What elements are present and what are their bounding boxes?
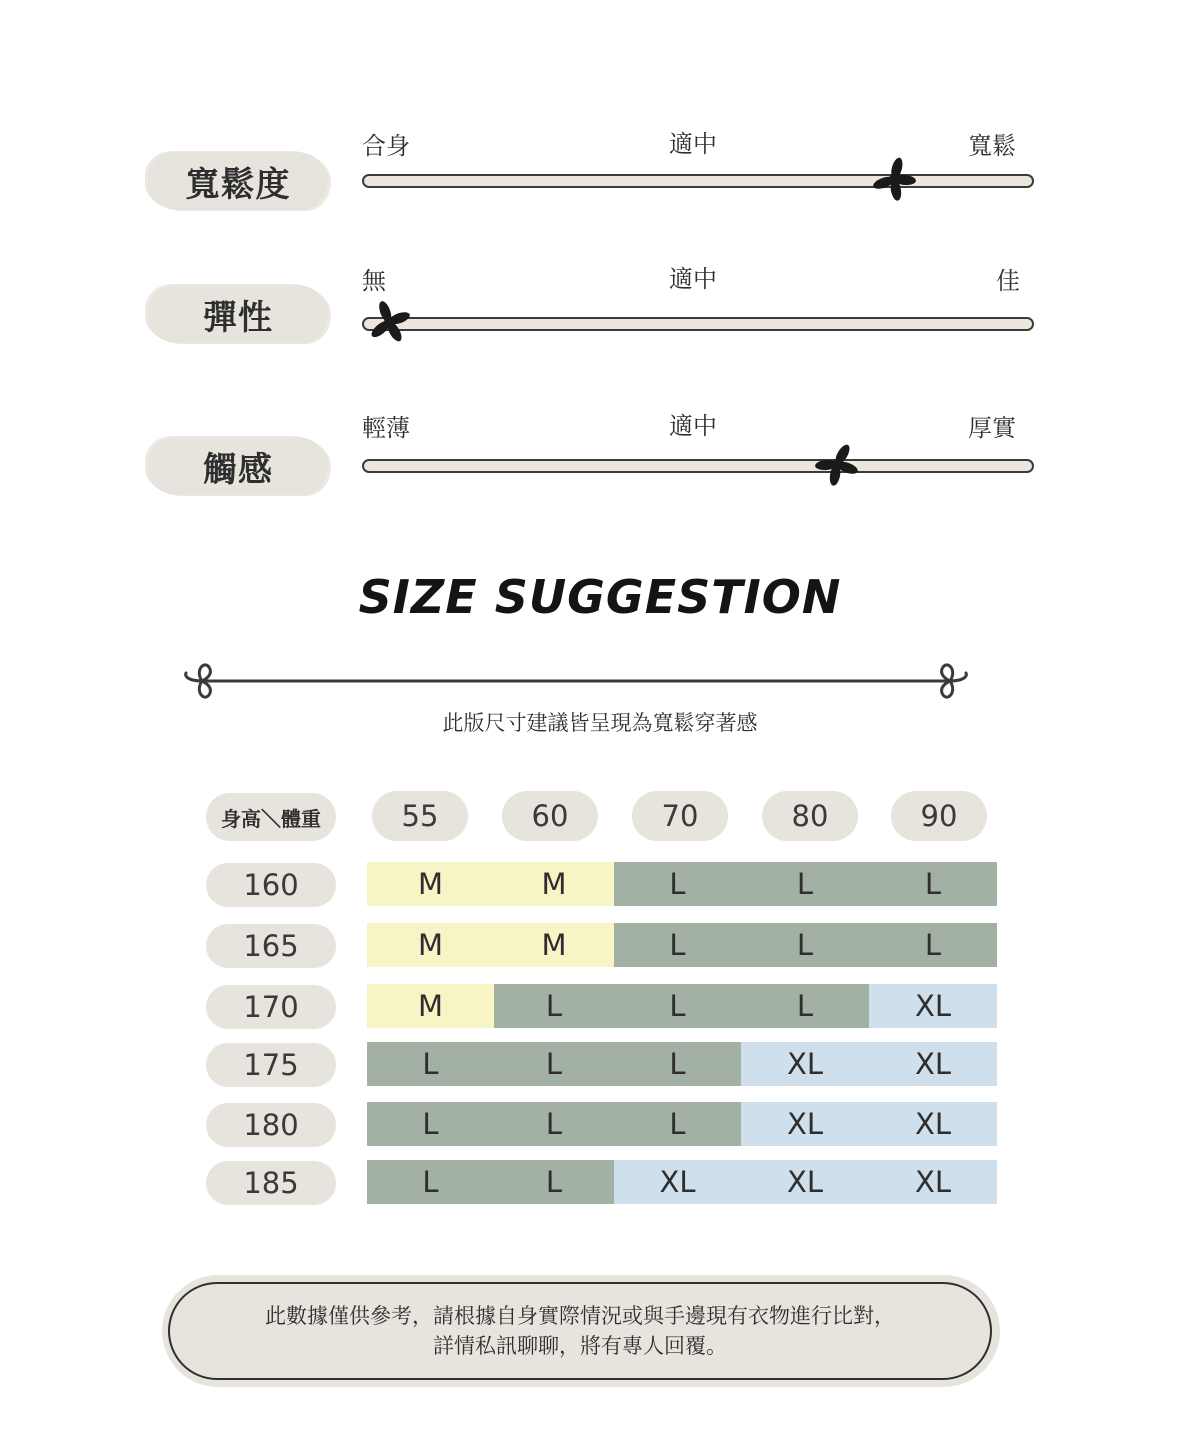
size-cell: L — [869, 862, 997, 906]
size-cell: XL — [869, 1102, 997, 1146]
size-cell: L — [614, 862, 741, 906]
scale-track — [362, 317, 1034, 331]
size-cell: M — [494, 923, 614, 967]
scale-right-label: 厚實 — [968, 414, 1016, 442]
weight-header: 80 — [762, 791, 858, 841]
height-header: 175 — [206, 1043, 336, 1087]
attribute-name: 寬鬆度 — [148, 152, 328, 210]
scale-mid-label: 適中 — [669, 412, 717, 440]
weight-header: 90 — [891, 791, 987, 841]
size-cell: M — [367, 984, 494, 1028]
attribute-name: 觸感 — [148, 437, 328, 495]
height-header: 185 — [206, 1161, 336, 1205]
size-cell: M — [494, 862, 614, 906]
size-cell: L — [741, 984, 869, 1028]
size-cell: L — [614, 1042, 741, 1086]
size-cell: L — [614, 984, 741, 1028]
scale-left-label: 輕薄 — [362, 414, 410, 442]
flower-marker-icon — [871, 156, 917, 202]
size-cell: XL — [741, 1102, 869, 1146]
height-header: 180 — [206, 1103, 336, 1147]
scale-left-label: 無 — [362, 267, 386, 295]
size-cell: XL — [869, 984, 997, 1028]
size-cell: L — [367, 1160, 494, 1204]
size-cell: L — [614, 1102, 741, 1146]
scale-track — [362, 459, 1034, 473]
size-cell: L — [869, 923, 997, 967]
size-cell: XL — [741, 1160, 869, 1204]
leaf-divider-icon — [180, 655, 972, 707]
size-cell: XL — [741, 1042, 869, 1086]
size-cell: L — [741, 923, 869, 967]
weight-header: 55 — [372, 791, 468, 841]
size-cell: L — [494, 1042, 614, 1086]
size-cell: M — [367, 862, 494, 906]
size-cell: L — [367, 1042, 494, 1086]
size-cell: XL — [614, 1160, 741, 1204]
attribute-looseness — [0, 120, 1200, 260]
footer-line-1: 此數據僅供參考，請根據自身實際情況或與手邊現有衣物進行比對， — [265, 1304, 895, 1328]
attribute-name: 彈性 — [148, 285, 328, 343]
footer-line-2: 詳情私訊聊聊，將有專人回覆。 — [433, 1334, 727, 1358]
height-header: 170 — [206, 985, 336, 1029]
weight-header: 60 — [502, 791, 598, 841]
scale-track — [362, 174, 1034, 188]
height-header: 165 — [206, 924, 336, 968]
footer-note — [168, 1282, 992, 1380]
size-cell: L — [367, 1102, 494, 1146]
size-cell: L — [494, 984, 614, 1028]
scale-right-label: 寬鬆 — [968, 132, 1016, 160]
flower-marker-icon — [814, 441, 860, 487]
size-cell: L — [494, 1160, 614, 1204]
table-corner-header: 身高＼體重 — [206, 793, 336, 841]
attribute-elasticity — [0, 255, 1200, 395]
size-cell: XL — [869, 1160, 997, 1204]
scale-mid-label: 適中 — [669, 130, 717, 158]
size-cell: L — [494, 1102, 614, 1146]
size-note: 此版尺寸建議皆呈現為寬鬆穿著感 — [442, 711, 758, 735]
scale-mid-label: 適中 — [669, 265, 717, 293]
weight-header: 70 — [632, 791, 728, 841]
scale-left-label: 合身 — [362, 132, 410, 160]
size-cell: L — [741, 862, 869, 906]
scale-right-label: 佳 — [996, 267, 1020, 295]
height-header: 160 — [206, 863, 336, 907]
flower-marker-icon — [366, 299, 412, 345]
size-cell: M — [367, 923, 494, 967]
section-title: SIZE SUGGESTION — [358, 570, 842, 624]
size-cell: L — [614, 923, 741, 967]
attribute-texture — [0, 402, 1200, 542]
size-cell: XL — [869, 1042, 997, 1086]
